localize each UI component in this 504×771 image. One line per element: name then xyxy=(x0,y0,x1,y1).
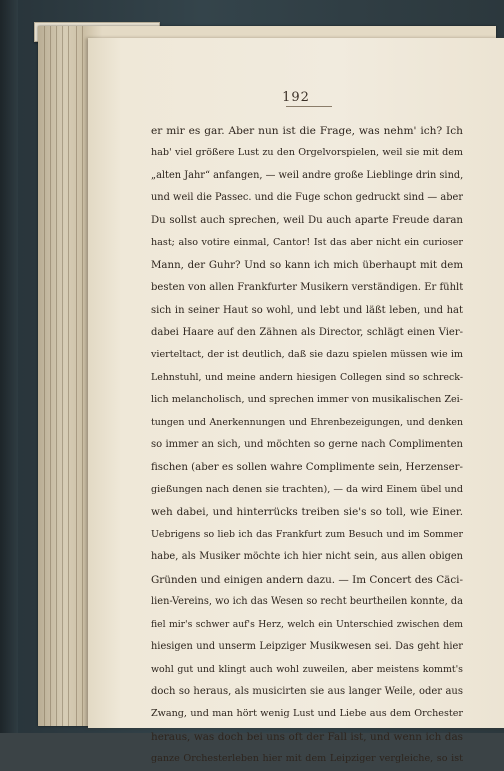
text-line: heraus, was doch bei uns oft der Fall ist, und wenn ich das xyxy=(151,730,463,743)
text-line: er mir es gar. Aber nun ist die Frage, was nehm' ich? Ich xyxy=(151,125,463,137)
text-line: besten von allen Frankfurter Musikern verständigen. Er fühlt xyxy=(151,282,463,294)
text-line: Du sollst auch sprechen, weil Du auch aparte Freude daran xyxy=(151,214,463,226)
book-spine xyxy=(0,0,18,733)
text-line: doch so heraus, als musicirten sie aus langer Weile, oder aus xyxy=(151,685,463,697)
page-number-rule xyxy=(286,106,332,107)
text-line: so immer an sich, und möchten so gerne nach Complimenten xyxy=(151,439,463,451)
text-line: lien-Vereins, wo ich das Wesen so recht beurtheilen konnte, da xyxy=(151,596,463,608)
text-line: dabei Haare auf den Zähnen als Director, schlägt einen Vier- xyxy=(151,326,463,338)
text-line: Gründen und einigen andern dazu. — Im Concert des Cäci- xyxy=(151,573,463,586)
text-line: Zwang, und man hört wenig Lust und Liebe aus dem Orchester xyxy=(151,708,463,720)
body-text xyxy=(151,120,463,771)
text-line: fiel mir's schwer auf's Herz, welch ein Unterschied zwischen dem xyxy=(151,618,463,630)
text-line: Uebrigens so lieb ich das Frankfurt zum Besuch und im Sommer xyxy=(151,528,463,540)
text-line: fischen (aber es sollen wahre Complimente sein, Herzenser- xyxy=(151,461,463,473)
text-line: wohl gut und klingt auch wohl zuweilen, aber meistens kommt's xyxy=(151,663,463,675)
text-line: habe, als Musiker möchte ich hier nicht sein, aus allen obigen xyxy=(151,551,463,563)
text-line: ganze Orchesterleben hier mit dem Leipziger vergleiche, so ist xyxy=(151,753,463,765)
text-line: und weil die Passec. und die Fuge schon gedruckt sind — aber xyxy=(151,192,463,204)
text-line: „alten Jahr“ anfangen, — weil andre große Lieblinge drin sind, xyxy=(151,169,463,181)
text-line: Lehnstuhl, und meine andern hiesigen Collegen sind so schreck- xyxy=(151,371,463,383)
text-line: Mann, der Guhr? Und so kann ich mich überhaupt mit dem xyxy=(151,259,463,271)
book-page xyxy=(88,38,504,765)
text-line: hast; also votire einmal, Cantor! Ist das aber nicht ein curioser xyxy=(151,237,463,249)
text-line: vierteltact, der ist deutlich, daß sie dazu spielen müssen wie im xyxy=(151,349,463,361)
page-number: 192 xyxy=(282,90,310,105)
text-line: tungen und Anerkennungen und Ehrenbezeigungen, und denken xyxy=(151,416,463,428)
text-line: hab' viel größere Lust zu den Orgelvorspielen, weil sie mit dem xyxy=(151,147,463,159)
text-line: hiesigen und unserm Leipziger Musikwesen sei. Das geht hier xyxy=(151,641,463,653)
text-line: lich melancholisch, und sprechen immer von musikalischen Zei- xyxy=(151,394,463,406)
text-line: weh dabei, und hinterrücks treiben sie's so toll, wie Einer. xyxy=(151,506,463,519)
text-line: gießungen nach denen sie trachten), — da wird Einem übel und xyxy=(151,484,463,495)
text-line: sich in seiner Haut so wohl, und lebt und läßt leben, und hat xyxy=(151,304,463,316)
